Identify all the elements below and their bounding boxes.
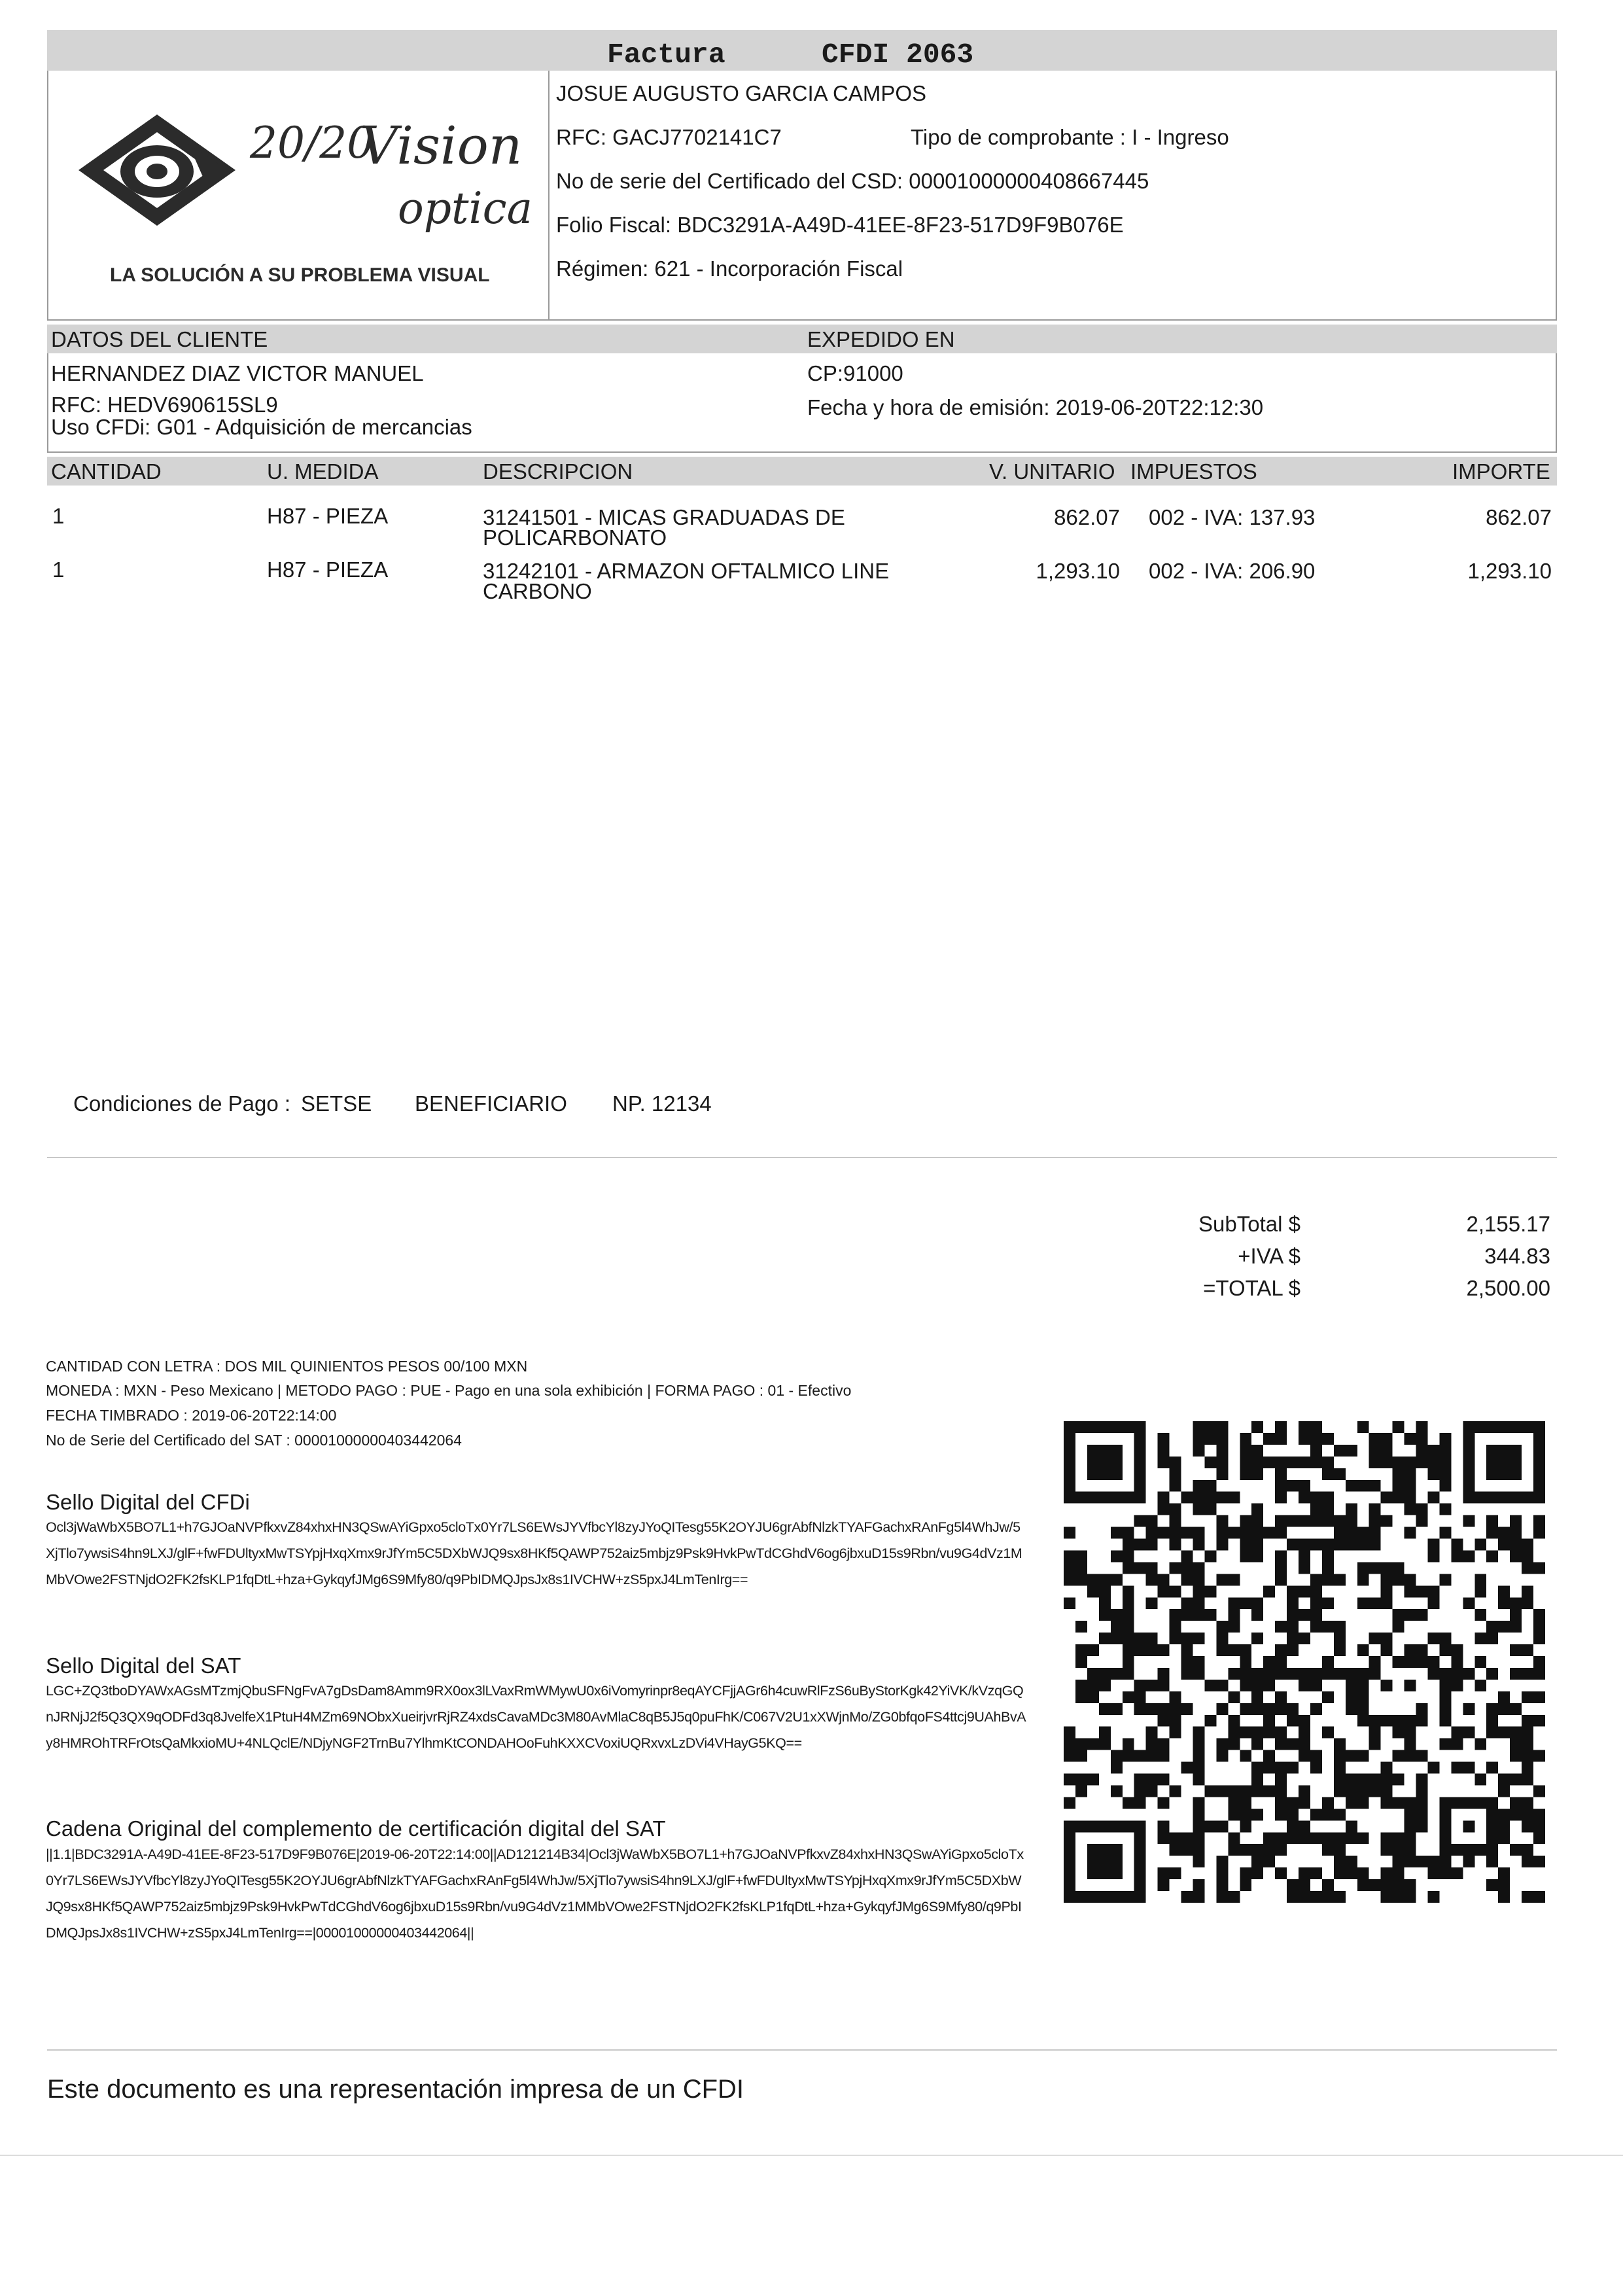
row2-desc-line2: CARBONO (483, 579, 592, 603)
expedido-fecha: Fecha y hora de emisión: 2019-06-20T22:12:30 (807, 395, 1264, 419)
subtotal-value: 2,155.17 (1466, 1212, 1550, 1236)
document-number: CFDI 2063 (822, 39, 974, 71)
total-value: 2,500.00 (1466, 1276, 1550, 1300)
no-serie-csd: No de serie del Certificado del CSD: 00001000000408667445 (556, 169, 1149, 193)
regimen-fiscal: Régimen: 621 - Incorporación Fiscal (556, 256, 903, 281)
row2-desc-line1: 31242101 - ARMAZON OFTALMICO LINE (483, 559, 890, 583)
subtotal-label: SubTotal $ (1198, 1212, 1300, 1236)
footer-divider (47, 2049, 1557, 2051)
row1-impuestos: 002 - IVA: 137.93 (1149, 505, 1316, 529)
tipo-comprobante: Tipo de comprobante : I - Ingreso (911, 125, 1229, 149)
folio-fiscal: Folio Fiscal: BDC3291A-A49D-41EE-8F23-517D9F9B076E (556, 213, 1124, 237)
condiciones-value-2: BENEFICIARIO (415, 1091, 567, 1116)
iva-value: 344.83 (1484, 1244, 1550, 1268)
row2-cantidad: 1 (52, 557, 65, 582)
row2-importe: 1,293.10 (1467, 559, 1552, 583)
cadena-title: Cadena Original del complemento de certificación digital del SAT (46, 1816, 666, 1841)
cantidad-letra: CANTIDAD CON LETRA : DOS MIL QUINIENTOS PESOS 00/100 MXN (46, 1358, 528, 1375)
row1-desc-line1: 31241501 - MICAS GRADUADAS DE (483, 505, 845, 529)
col-descripcion: DESCRIPCION (483, 459, 633, 484)
qr-code (1064, 1421, 1545, 1903)
expedido-heading: EXPEDIDO EN (807, 327, 955, 351)
fecha-timbrado: FECHA TIMBRADO : 2019-06-20T22:14:00 (46, 1407, 337, 1424)
sello-sat-text: LGC+ZQ3tboDYAWxAGsMTzmjQbuSFNgFvA7gDsDam8Amm9RX0ox3lLVaxRmWMywU0x6iVomyrinpr8eqAYCFjjAGr6h4cuwRlFzS6uByStorKgk42YiVK/kVzqGQnJRNjJ2f5Q3QX9qODFd3q8JvelfeX1PtuH4MZm69NObxXueirjvrRjRZ4xdsCavaMDc3M80AvMlaC8qB5J5q0puFhK/C067V2U1xXWjnMo/ZG0bfqoFS4ttcj9UAhBvAy8HMROhTRFrOtsQaMkxioMU+4NLQclE/NDjyNGF2TrnBu7YlhmKtCONDAHOoFuhKXXCVoxiUQRxvxLzDVi4VHayG5KQ== (46, 1683, 1026, 1751)
moneda-metodo-forma: MONEDA : MXN - Peso Mexicano | METODO PAGO : PUE - Pago en una sola exhibición | FORMA PAGO : 01 - Efectivo (46, 1382, 852, 1399)
row2-unitario: 1,293.10 (1036, 559, 1120, 583)
row1-unitario: 862.07 (1054, 505, 1120, 529)
client-header-bar (47, 325, 1557, 353)
row1-importe: 862.07 (1486, 505, 1552, 529)
emisor-name: JOSUE AUGUSTO GARCIA CAMPOS (556, 81, 927, 105)
iva-label: +IVA $ (1238, 1244, 1300, 1268)
no-serie-sat: No de Serie del Certificado del SAT : 00001000000403442064 (46, 1432, 462, 1449)
cliente-name: HERNANDEZ DIAZ VICTOR MANUEL (51, 361, 424, 385)
condiciones-value-3: NP. 12134 (612, 1091, 712, 1116)
col-cantidad: CANTIDAD (51, 459, 162, 484)
condiciones-label: Condiciones de Pago : (73, 1091, 291, 1116)
col-importe: IMPORTE (1452, 459, 1550, 484)
row1-desc-line2: POLICARBONATO (483, 525, 667, 550)
title-bar (47, 30, 1557, 71)
document-type: Factura (607, 39, 725, 71)
col-impuestos: IMPUESTOS (1130, 459, 1257, 484)
sello-sat-title: Sello Digital del SAT (46, 1653, 241, 1678)
cadena-text: ||1.1|BDC3291A-A49D-41EE-8F23-517D9F9B076E|2019-06-20T22:14:00||AD121214B34|Ocl3jWaWbX5BO7L1+h7GJOaNVPfkxvZ84xhxHN3QSwAYiGpxo5cloTx0Yr7LS6EWsJYVfbcYl8zyJYoQITesg55K2OYJU6grAbfNlzkTYAFGachxRAnFg5l4WhJw/5XjTlo7ywsiS4hn9LXJ/glF+fwFDUltyxMwTSYpjHxqXmx9rJfYm5C5DXbWJQ9sx8HKf5QAWP752aiz5mbjz9Psk9HvkPwTdCGhdV6og6jbxuD15s9Rbn/vu9G4dVz1MMbVOwe2FSTNjdO2FK2fsKLP1fqDtL+hza+GykqyfJMg6S9Mfy80/q9PbIDMQJpsJx8s1IVCHW+zS5pxJ4LmTenIrg==|00001000000403442064|| (46, 1846, 1024, 1941)
divider-line (47, 1157, 1557, 1158)
logo-slogan: LA SOLUCIÓN A SU PROBLEMA VISUAL (110, 264, 490, 286)
emisor-rfc: RFC: GACJ7702141C7 (556, 125, 782, 149)
row2-unidad: H87 - PIEZA (267, 557, 389, 582)
sello-cfdi-text: Ocl3jWaWbX5BO7L1+h7GJOaNVPfkxvZ84xhxHN3QSwAYiGpxo5cloTx0Yr7LS6EWsJYVfbcYl8zyJYoQITesg55K2OYJU6grAbfNlzkTYAFGachxRAnFg5l4WhJw/5XjTlo7ywsiS4hn9LXJ/glF+fwFDUltyxMwTSYpjHxqXmx9rJfYm5C5DXbWJQ9sx8HKf5QAWP752aiz5mbjz9Psk9HvkPwTdCGhdV6og6jbxuD15s9Rbn/vu9G4dVz1MMbVOwe2FSTNjdO2FK2fsKLP1fqDtL+hza+GykqyfJMg6S9Mfy80/q9PbIDMQJpsJx8s1IVCHW+zS5pxJ4LmTenIrg== (46, 1519, 1022, 1587)
logo-word-vision: Vision (360, 115, 523, 176)
qr-code-icon (1064, 1421, 1545, 1903)
eye-logo-icon (72, 105, 242, 236)
condiciones-value-1: SETSE (301, 1091, 372, 1116)
header-divider (548, 71, 550, 319)
page-edge-line (0, 2155, 1623, 2156)
col-unitario: V. UNITARIO (989, 459, 1115, 484)
cliente-heading: DATOS DEL CLIENTE (51, 327, 268, 351)
expedido-cp: CP:91000 (807, 361, 903, 385)
cliente-rfc: RFC: HEDV690615SL9 (51, 393, 278, 417)
row1-unidad: H87 - PIEZA (267, 504, 389, 528)
sello-cfdi-title: Sello Digital del CFDi (46, 1490, 250, 1514)
logo-word-optica: optica (398, 183, 532, 234)
row2-impuestos: 002 - IVA: 206.90 (1149, 559, 1316, 583)
company-logo (65, 98, 543, 301)
total-label: =TOTAL $ (1203, 1276, 1300, 1300)
col-unidad: U. MEDIDA (267, 459, 379, 484)
logo-number: 20/20 (250, 118, 375, 168)
cliente-uso-cfdi: Uso CFDi: G01 - Adquisición de mercancias (51, 415, 472, 439)
footer-text: Este documento es una representación impresa de un CFDI (47, 2075, 744, 2104)
row1-cantidad: 1 (52, 504, 65, 528)
